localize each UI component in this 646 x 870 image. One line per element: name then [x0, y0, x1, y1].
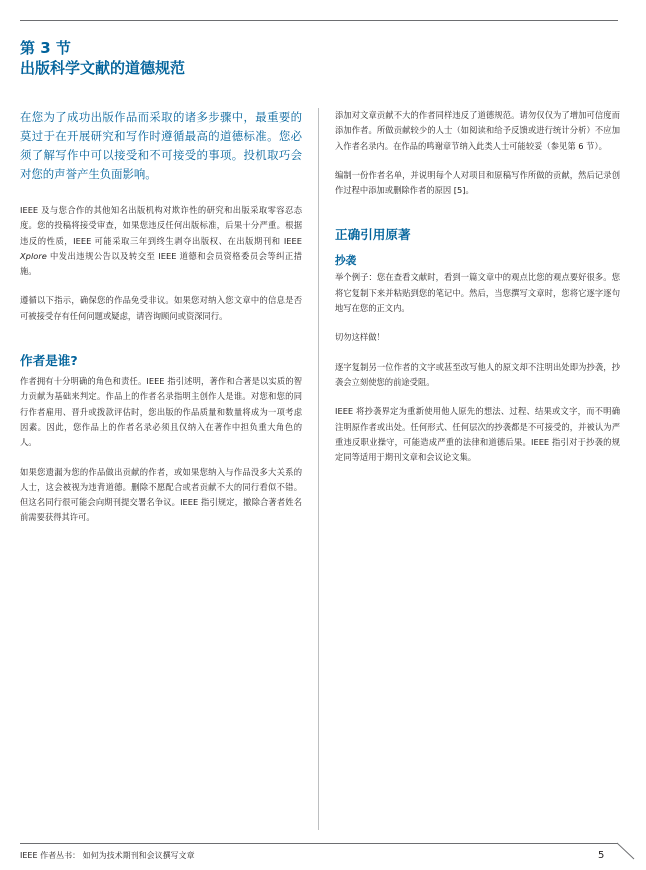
section-title: 出版科学文献的道德规范	[20, 59, 186, 77]
body-paragraph-1-part-a: IEEE 及与您合作的其他知名出版机构对欺诈性的研究和出版采取零容忍态度。您的投稿将接受审查，如果您违反任何出版标准，后果十分严重。根据违反的性质，IEEE 可能采取三年到终生剥夺出版权、在出版期刊和 IEEE	[20, 205, 302, 246]
body-paragraph-1	[20, 203, 302, 279]
heading-plagiarism: 抄袭	[335, 255, 357, 268]
body-paragraph-4: 如果您遗漏为您的作品做出贡献的作者，或如果您纳入与作品没多大关系的人士，这会被视为违背道德。删除不愿配合或者贡献不大的同行看似不错。但这名同行很可能会向期刊提交署名争议。IEEE 指引规定，撤除合著者姓名前需要获得其许可。	[20, 466, 302, 523]
right-column	[335, 108, 620, 479]
right-paragraph-4: 切勿这样做！	[335, 332, 385, 343]
intro-paragraph: 在您为了成功出版作品而采取的诸多步骤中，最重要的莫过于在开展研究和写作时遵循最高的道德标准。您必须了解写作中可以接受和不可接受的事项。投机取巧会对您的声誉产生负面影响。	[20, 110, 302, 181]
xplore-italic: Xplore	[20, 250, 47, 261]
right-paragraph-3: 举个例子：您在查看文献时，看到一篇文章中的观点比您的观点要好很多。您将它复制下来并粘贴到您的笔记中。然后，当您撰写文章时，您将它逐字逐句地写在您的正文内。	[335, 272, 620, 314]
right-paragraph-1: 添加对文章贡献不大的作者同样违反了道德规范。请勿仅仅为了增加可信度而添加作者。所做贡献较少的人士（如阅读和给予反馈或进行统计分析）不应加入作者名录内。在作品的鸣谢章节纳入此类人士可能较妥（参见第 6 节）。	[335, 110, 620, 151]
right-paragraph-2: 编制一份作者名单，并说明每个人对项目和原稿写作所做的贡献，然后记录创作过程中添加或删除作者的原因 [5]。	[335, 169, 620, 196]
footer-corner-line	[617, 842, 637, 860]
column-divider	[318, 108, 319, 830]
footer-text: IEEE 作者丛书： 如何为技术期刊和会议撰写文章	[20, 851, 195, 860]
right-paragraph-5: 逐字复制另一位作者的文字或甚至改写他人的原文却不注明出处即为抄袭，抄袭会立刻使您的前途受阻。	[335, 361, 620, 387]
body-paragraph-1-part-b: 中发出违规公告以及转交至 IEEE 道德和会员资格委员会等纠正措施。	[20, 250, 302, 277]
footer-rule	[20, 843, 618, 844]
section-number: 第 3 节	[20, 39, 71, 57]
heading-who-is-author: 作者是谁?	[20, 353, 78, 369]
body-paragraph-3: 作者拥有十分明确的角色和责任。IEEE 指引述明，著作和合著是以实质的智力贡献为基础来判定。作品上的作者名录指明主创作人是谁。对您和您的同行作者雇用、晋升或拨款评估时，您出版的作品质量和数量将成为一项考虑因素。因此，您作品上的作者名录必须且仅纳入在著作中担负重大角色的人。	[20, 376, 302, 448]
right-paragraph-6: IEEE 将抄袭界定为重新使用他人原先的想法、过程、结果或文字，而不明确注明原作者或出处。任何形式、任何层次的抄袭都是不可接受的，并被认为严重违反职业操守，可能造成严重的法律和道德后果。IEEE 指引对于抄袭的规定同等适用于期刊文章和会议论文集。	[335, 406, 620, 463]
page-number: 5	[598, 850, 605, 861]
heading-citing-sources: 正确引用原著	[335, 227, 411, 243]
top-rule	[20, 20, 618, 21]
body-paragraph-2: 遵循以下指示，确保您的作品免受非议。如果您对纳入您文章中的信息是否可被接受存有任何问题或疑虑，请咨询顾问或资深同行。	[20, 295, 302, 321]
left-column	[20, 108, 302, 540]
